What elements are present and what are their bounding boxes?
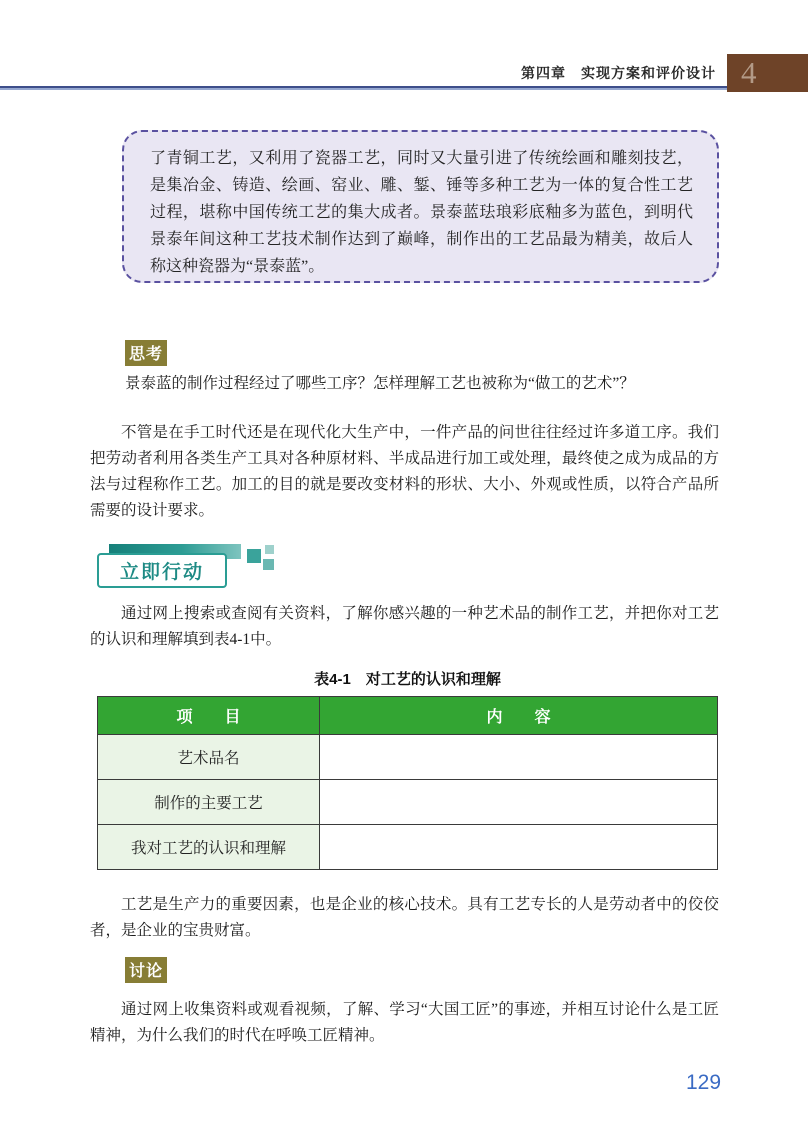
- chapter-number-tab: 4: [727, 54, 808, 92]
- table-row-label: 制作的主要工艺: [98, 780, 320, 825]
- discussion-instruction: 通过网上收集资料或观看视频，了解、学习“大国工匠”的事迹，并相互讨论什么是工匠精神，为什么我们的时代在呼唤工匠精神。: [90, 1001, 719, 1044]
- table-row-content-blank: [320, 780, 718, 825]
- table-row: [98, 735, 718, 780]
- table-row-label: 我对工艺的认识和理解: [98, 825, 320, 870]
- header-divider: [0, 86, 727, 90]
- table-header-row: [98, 697, 718, 735]
- callout-box: [122, 130, 719, 283]
- chapter-title: 第四章 实现方案和评价设计: [521, 65, 716, 81]
- discussion-badge: 讨论: [125, 957, 167, 983]
- action-badge-label: 立即行动: [97, 553, 227, 588]
- table-caption: 表4-1 对工艺的认识和理解: [314, 671, 501, 688]
- action-instruction: 通过网上搜索或查阅有关资料，了解你感兴趣的一种艺术品的制作工艺，并把你对工艺的认识和理解填到表4-1中。: [90, 605, 719, 648]
- think-badge: 思考: [125, 340, 167, 366]
- table-row-content-blank: [320, 735, 718, 780]
- craft-understanding-table: [97, 696, 718, 870]
- action-now-badge: [97, 544, 287, 594]
- paragraph-craft-importance: 工艺是生产力的重要因素，也是企业的核心技术。具有工艺专长的人是劳动者中的佼佼者，是企业的宝贵财富。: [90, 896, 719, 939]
- paragraph-process-definition: 不管是在手工时代还是在现代化大生产中，一件产品的问世往往经过许多道工序。我们把劳动者利用各类生产工具对各种原材料、半成品进行加工或处理，最终使之成为成品的方法与过程称作工艺。加工的目的就是要改变材料的形状、大小、外观或性质，以符合产品所需要的设计要求。: [90, 424, 719, 519]
- table-row-content-blank: [320, 825, 718, 870]
- action-badge-square-icon: [247, 549, 261, 563]
- table-row: [98, 780, 718, 825]
- page-number: 129: [686, 1071, 722, 1094]
- table-row: [98, 825, 718, 870]
- table-row-label: 艺术品名: [98, 735, 320, 780]
- action-badge-square-icon: [263, 559, 274, 570]
- think-question: 景泰蓝的制作过程经过了哪些工序？怎样理解工艺也被称为“做工的艺术”？: [125, 375, 635, 392]
- action-badge-square-icon: [265, 545, 274, 554]
- table-header-item: 项 目: [98, 697, 320, 735]
- callout-text: 了青铜工艺，又利用了瓷器工艺，同时又大量引进了传统绘画和雕刻技艺，是集冶金、铸造、绘画、窑业、雕、錾、锤等多种工艺为一体的复合性工艺过程，堪称中国传统工艺的集大成者。景泰蓝珐琅彩底釉多为蓝色，到明代景泰年间这种工艺技术制作达到了巅峰，制作出的工艺品最为精美，故后人称这种瓷器为“景泰蓝”。: [150, 150, 693, 275]
- table-header-content: 内 容: [320, 697, 718, 735]
